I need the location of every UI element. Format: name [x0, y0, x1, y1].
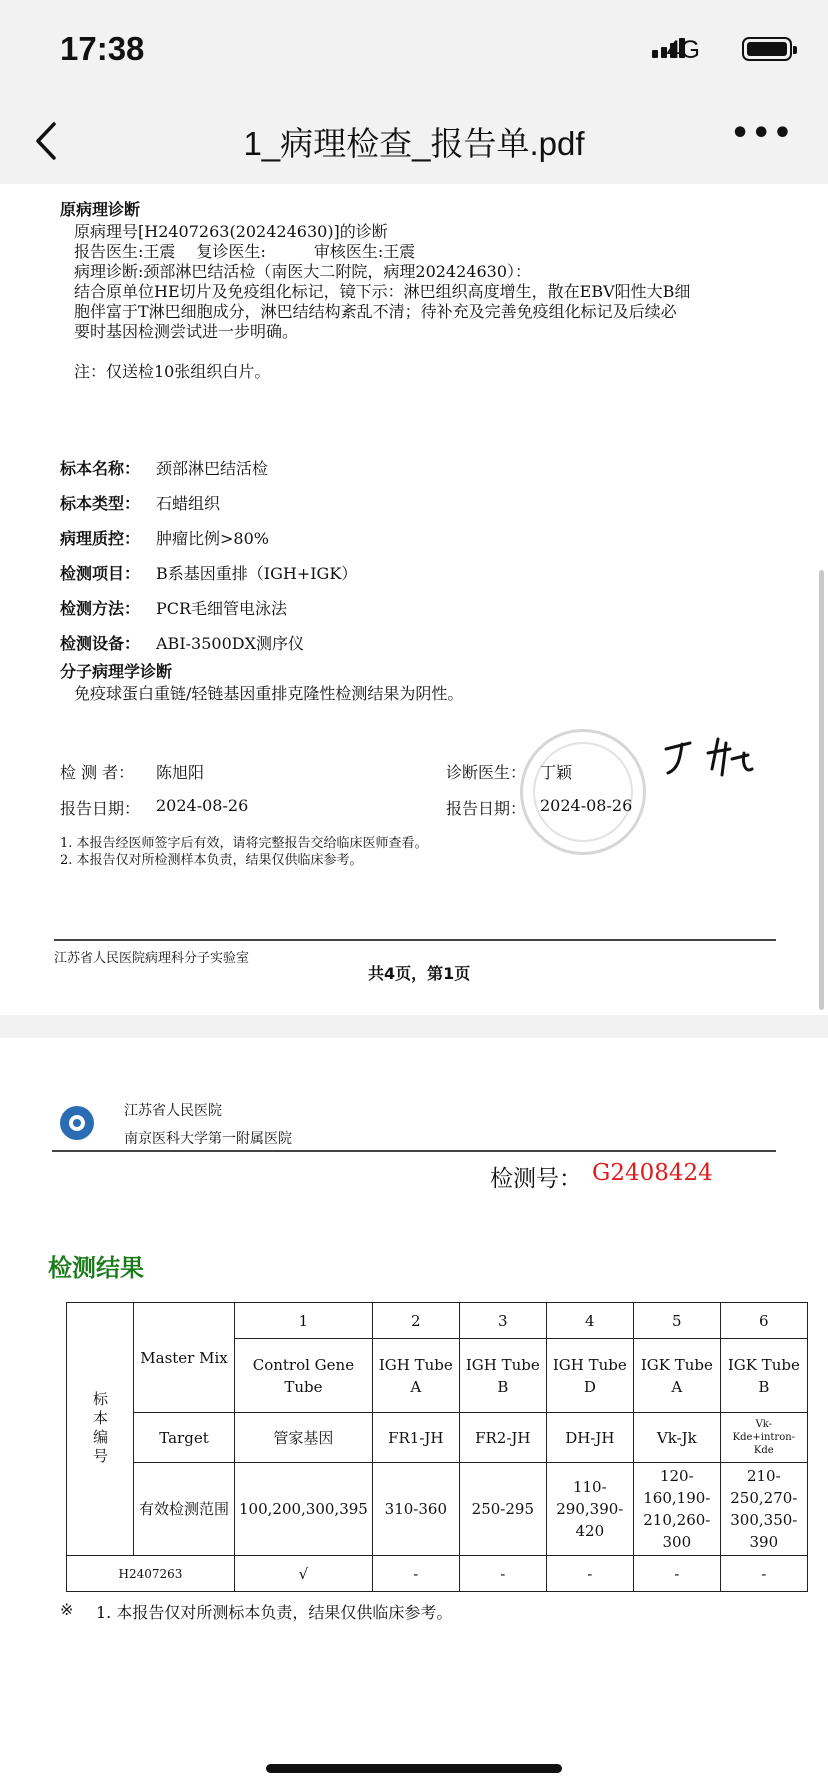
target-label: Target	[134, 1413, 235, 1463]
note: 注：仅送检10张组织白片。	[74, 362, 271, 381]
range-value: 250-295	[459, 1463, 546, 1556]
result-cell: -	[546, 1556, 633, 1592]
range-value: 210-250,270-300,350-390	[720, 1463, 807, 1556]
column-number: 6	[720, 1303, 807, 1339]
target-value: 管家基因	[235, 1413, 373, 1463]
network-type: 4G	[666, 36, 700, 64]
field-label: 标本名称：	[60, 459, 141, 478]
tube-name: IGH Tube A	[372, 1339, 459, 1413]
results-table	[66, 1302, 808, 1592]
test-number-label: 检测号：	[490, 1166, 582, 1192]
molecular-diagnosis-title: 分子病理学诊断	[60, 662, 173, 681]
field-label: 检测项目：	[60, 564, 141, 583]
field-value: ABI-3500DX测序仪	[156, 634, 304, 653]
column-number: 2	[372, 1303, 459, 1339]
target-value: FR1-JH	[372, 1413, 459, 1463]
field-label: 病理质控：	[60, 529, 141, 548]
hospital-name-secondary: 南京医科大学第一附属医院	[124, 1131, 292, 1147]
hospital-logo-icon	[60, 1106, 94, 1140]
field-label: 标本类型：	[60, 494, 141, 513]
tube-name: IGK Tube B	[720, 1339, 807, 1413]
pdf-page-1[interactable]	[0, 184, 828, 1015]
orig-diagnosis-line: 病理诊断:颈部淋巴结活检（南医大二附院，病理202424630）：	[74, 262, 532, 281]
section-title: 检测结果	[48, 1254, 144, 1282]
result-cell: -	[459, 1556, 546, 1592]
field-value: 肿瘤比例>80%	[156, 529, 269, 548]
orig-diagnosis-title: 原病理诊断	[60, 200, 141, 219]
nav-bar	[0, 100, 828, 184]
molecular-diagnosis-text: 免疫球蛋白重链/轻链基因重排克隆性检测结果为阴性。	[74, 684, 464, 703]
field-value: PCR毛细管电泳法	[156, 599, 288, 618]
result-cell: -	[372, 1556, 459, 1592]
tester-name: 陈旭阳	[156, 763, 205, 782]
test-number: G2408424	[592, 1160, 713, 1186]
header-divider	[52, 1150, 776, 1152]
footer-divider	[54, 939, 776, 941]
orig-diagnosis-line: 结合原单位HE切片及免疫组化标记，镜下示：淋巴组织高度增生，散在EBV阳性大B细	[74, 282, 691, 301]
side-header: 标本编号	[67, 1303, 134, 1556]
lab-name: 江苏省人民医院病理科分子实验室	[54, 951, 250, 966]
status-bar	[0, 0, 828, 100]
master-mix-header: Master Mix	[134, 1303, 235, 1413]
home-indicator[interactable]	[266, 1764, 562, 1773]
column-number: 4	[546, 1303, 633, 1339]
target-value: Vk-Jk	[633, 1413, 720, 1463]
tester-label: 检 测 者：	[60, 763, 135, 782]
tube-name: IGH Tube D	[546, 1339, 633, 1413]
range-label: 有效检测范围	[134, 1463, 235, 1556]
column-number: 1	[235, 1303, 373, 1339]
doctor-label: 诊断医生：	[446, 763, 527, 782]
footnote: 2. 本报告仅对所检测样本负责，结果仅供临床参考。	[60, 853, 363, 868]
report-date: 2024-08-26	[540, 796, 633, 815]
target-value: Vk-Kde+intron-Kde	[720, 1413, 807, 1463]
doctor-signature	[660, 729, 760, 781]
orig-diagnosis-line: 胞伴富于T淋巴细胞成分，淋巴结结构紊乱不清；待补充及完善免疫组化标记及后续必	[74, 302, 677, 321]
field-label: 检测方法：	[60, 599, 141, 618]
range-value: 100,200,300,395	[235, 1463, 373, 1556]
hospital-seal-stamp	[520, 729, 646, 855]
field-label: 检测设备：	[60, 634, 141, 653]
orig-diagnosis-line: 要时基因检测尝试进一步明确。	[74, 322, 299, 341]
remark-mark: ※	[60, 1600, 74, 1619]
more-options-icon[interactable]: •••	[730, 116, 794, 151]
field-value: 颈部淋巴结活检	[156, 459, 269, 478]
orig-diagnosis-line: 原病理号[H2407263(202424630)]的诊断	[74, 222, 388, 241]
report-date-label: 报告日期：	[446, 799, 527, 818]
remark-text: 1. 本报告仅对所测标本负责，结果仅供临床参考。	[96, 1603, 453, 1622]
orig-diagnosis-line: 报告医生:王震 复诊医生: 审核医生:王震	[74, 242, 416, 261]
tube-name: Control Gene Tube	[235, 1339, 373, 1413]
column-number: 3	[459, 1303, 546, 1339]
pdf-page-2[interactable]	[0, 1038, 828, 1792]
result-cell: -	[720, 1556, 807, 1592]
document-title: 1_病理检查_报告单.pdf	[243, 125, 585, 162]
result-cell: √	[235, 1556, 373, 1592]
scrollbar[interactable]	[819, 570, 824, 1010]
page-number: 共4页，第1页	[368, 964, 471, 983]
doctor-name: 丁颖	[540, 763, 573, 782]
range-value: 310-360	[372, 1463, 459, 1556]
status-time: 17:38	[60, 30, 145, 67]
range-value: 120-160,190-210,260-300	[633, 1463, 720, 1556]
battery-icon	[742, 37, 792, 61]
report-date: 2024-08-26	[156, 796, 249, 815]
hospital-name: 江苏省人民医院	[124, 1103, 222, 1119]
report-date-label: 报告日期：	[60, 799, 141, 818]
range-value: 110-290,390-420	[546, 1463, 633, 1556]
column-number: 5	[633, 1303, 720, 1339]
target-value: DH-JH	[546, 1413, 633, 1463]
tube-name: IGH Tube B	[459, 1339, 546, 1413]
target-value: FR2-JH	[459, 1413, 546, 1463]
sample-id: H2407263	[67, 1556, 235, 1592]
result-cell: -	[633, 1556, 720, 1592]
tube-name: IGK Tube A	[633, 1339, 720, 1413]
field-value: 石蜡组织	[156, 494, 221, 513]
footnote: 1. 本报告经医师签字后有效，请将完整报告交给临床医师查看。	[60, 836, 428, 851]
field-value: B系基因重排（IGH+IGK）	[156, 564, 358, 583]
